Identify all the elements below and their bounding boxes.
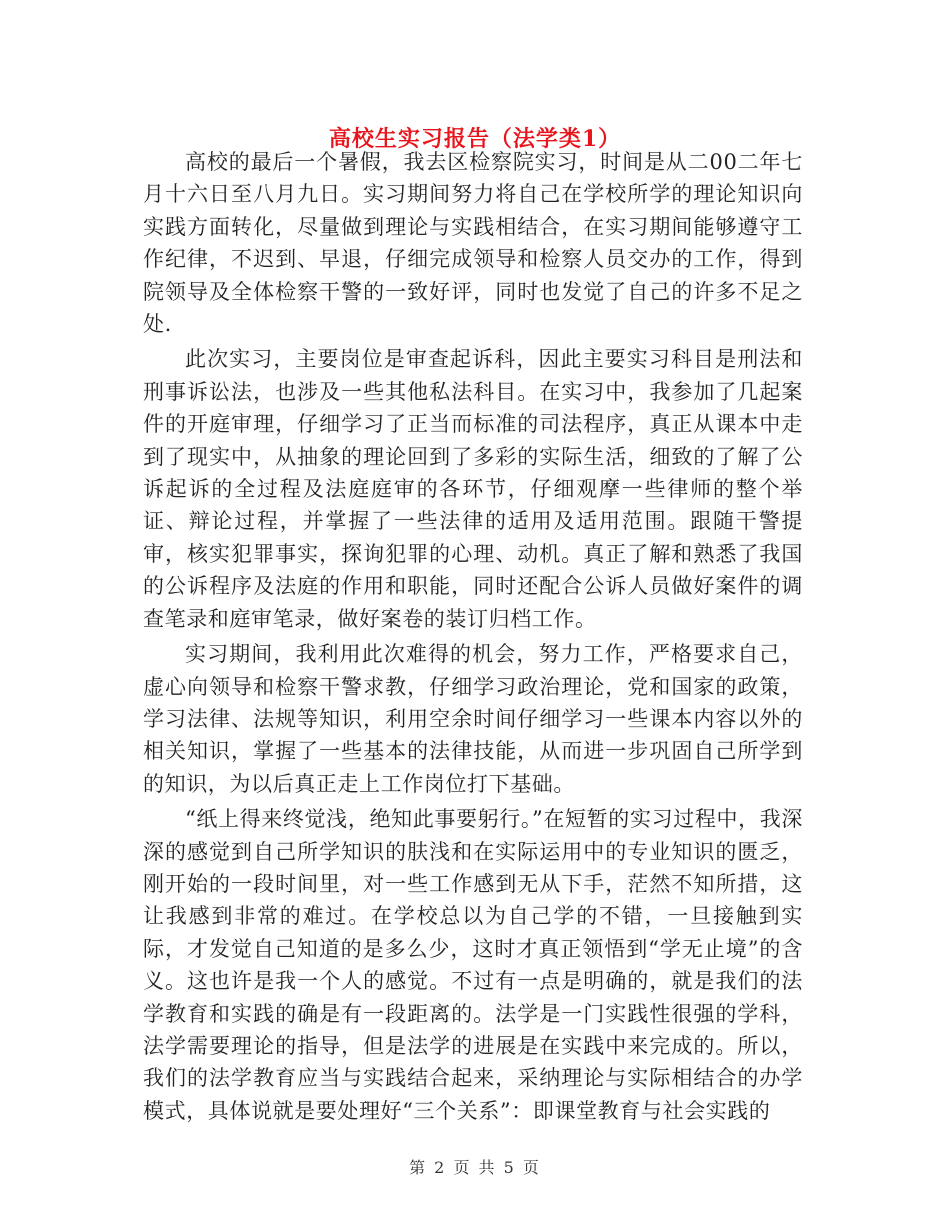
paragraph-4: “纸上得来终觉浅，绝知此事要躬行。”在短暂的实习过程中，我深深的感觉到自己所学知识的肤浅和在实际运用中的专业知识的匮乏，刚开始的一段时间里，对一些工作感到无从下手，茫然不知所措，这让我感到非常的难过。在学校总以为自己学的不错，一旦接触到实际，才发觉自己知道的是多么少，这时才真正领悟到“学无止境”的含义。这也许是我一个人的感觉。不过有一点是明确的，就是我们的法学教育和实践的确是有一段距离的。法学是一门实践性很强的学科，法学需要理论的指导，但是法学的进展是在实践中来完成的。所以，我们的法学教育应当与实践结合起来，采纳理论与实际相结合的办学模式，具体说就是要处理好“三个关系”：即课堂教育与社会实践的 bbox=[143, 807, 803, 1123]
page-number-footer: 第 2 页 共 5 页 bbox=[409, 1158, 541, 1177]
paragraph-2: 此次实习，主要岗位是审查起诉科，因此主要实习科目是刑法和刑事诉讼法，也涉及一些其他私法科目。在实习中，我参加了几起案件的开庭审理，仔细学习了正当而标准的司法程序，真正从课本中走到了现实中，从抽象的理论回到了多彩的实际生活，细致的了解了公诉起诉的全过程及法庭庭审的各环节，仔细观摩一些律师的整个举证、辩论过程，并掌握了一些法律的适用及适用范围。跟随干警提审，核实犯罪事实，探询犯罪的心理、动机。真正了解和熟悉了我国的公诉程序及法庭的作用和职能，同时还配合公诉人员做好案件的调查笔录和庭审笔录，做好案卷的装订归档工作。 bbox=[143, 347, 803, 631]
paragraph-1: 高校的最后一个暑假，我去区检察院实习，时间是从二00二年七月十六日至八月九日。实习期间努力将自己在学校所学的理论知识向实践方面转化，尽量做到理论与实践相结合，在实习期间能够遵守工作纪律，不迟到、早退，仔细完成领导和检察人员交办的工作，得到院领导及全体检察干警的一致好评，同时也发觉了自己的许多不足之处. bbox=[143, 150, 803, 337]
document-body bbox=[143, 146, 803, 1127]
document-title: 高校生实习报告（法学类1） bbox=[328, 125, 622, 152]
paragraph-3: 实习期间，我利用此次难得的机会，努力工作，严格要求自己，虚心向领导和检察干警求教，仔细学习政治理论，党和国家的政策，学习法律、法规等知识，利用空余时间仔细学习一些课本内容以外的相关知识，掌握了一些基本的法律技能，从而进一步巩固自己所学到的知识，为以后真正走上工作岗位打下基础。 bbox=[143, 642, 803, 796]
